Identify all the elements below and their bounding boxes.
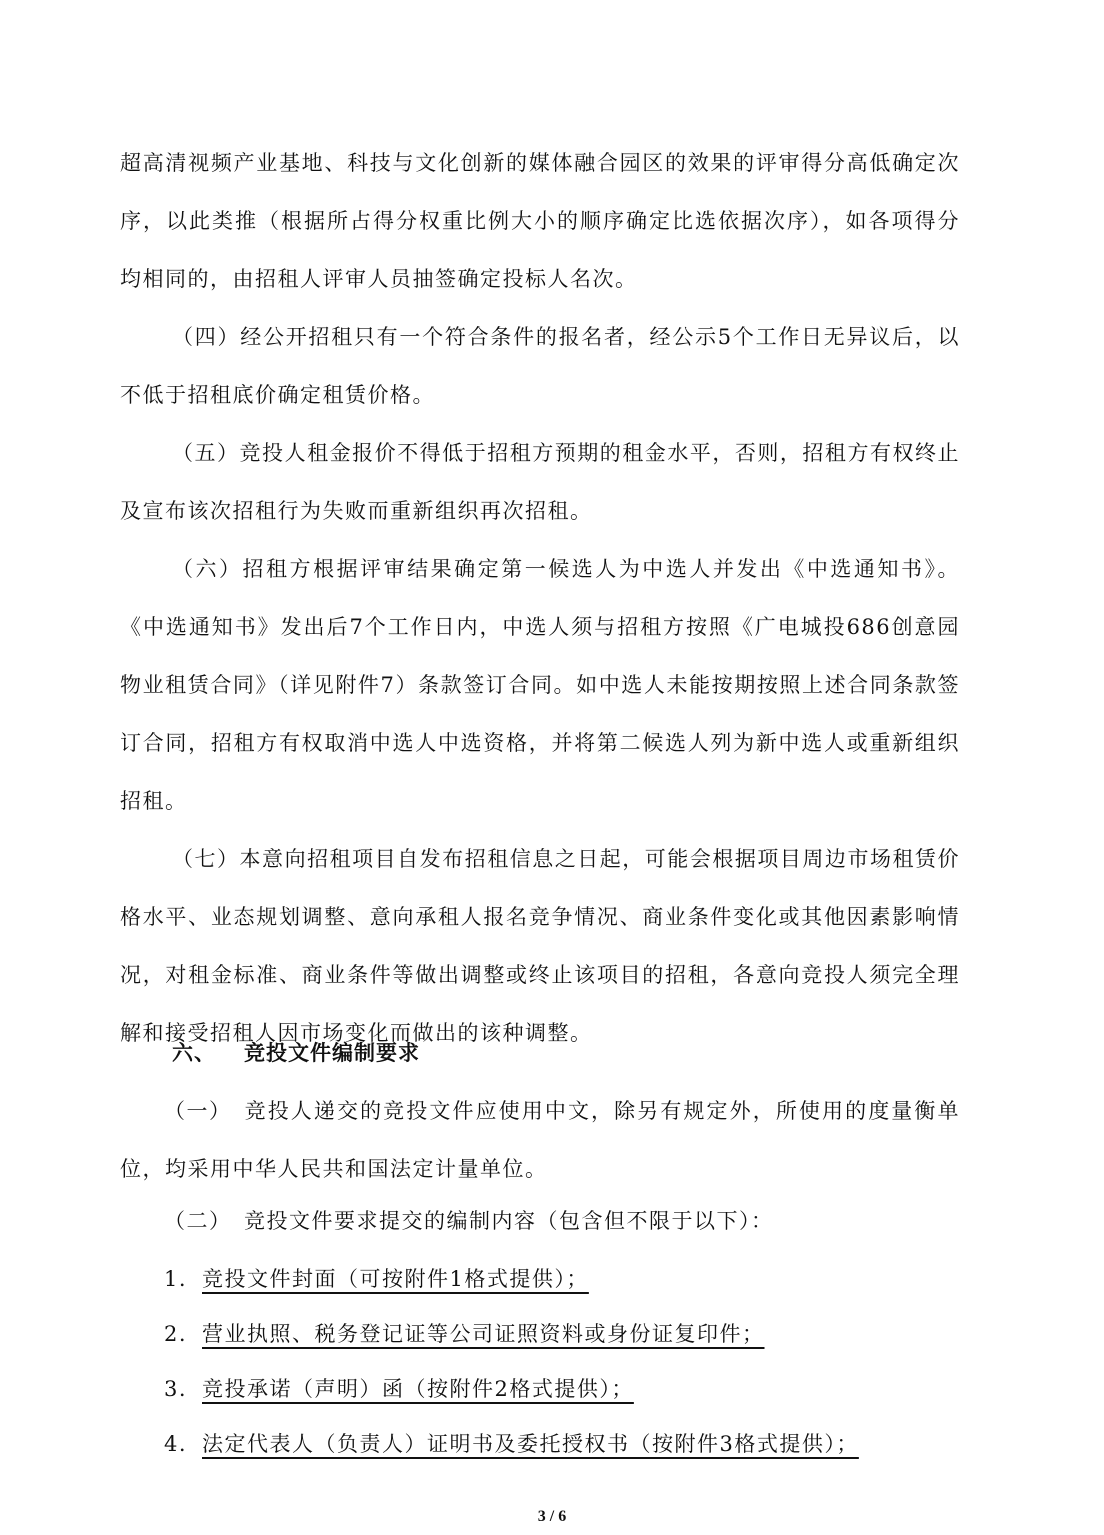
paragraph-item-5: （五）竞投人租金报价不得低于招租方预期的租金水平，否则，招租方有权终止及宣布该次招租行为失败而重新组织再次招租。 xyxy=(120,441,960,523)
list-item xyxy=(164,1250,954,1308)
subsection-1-number: （一） xyxy=(164,1099,232,1123)
list-item-number: 2. xyxy=(164,1322,188,1346)
paragraph-item-6: （六）招租方根据评审结果确定第一候选人为中选人并发出《中选通知书》。《中选通知书》发出后7个工作日内，中选人须与招租方按照《广电城投686创意园物业租赁合同》（详见附件7）条款签订合同。如中选人未能按期按照上述合同条款签订合同，招租方有权取消中选人中选资格，并将第二候选人列为新中选人或重新组织招租。 xyxy=(120,557,960,813)
paragraph-item-4: （四）经公开招租只有一个符合条件的报名者，经公示5个工作日无异议后，以不低于招租底价确定租赁价格。 xyxy=(120,325,960,407)
subsection-1-text: 竞投人递交的竞投文件应使用中文，除另有规定外，所使用的度量衡单位，均采用中华人民共和国法定计量单位。 xyxy=(120,1099,960,1181)
paragraph-scoring-order: 超高清视频产业基地、科技与文化创新的媒体融合园区的效果的评审得分高低确定次序，以此类推（根据所占得分权重比例大小的顺序确定比选依据次序），如各项得分均相同的，由招租人评审人员抽签确定投标人名次。 xyxy=(120,151,960,291)
list-item-text: 竞投文件封面（可按附件1格式提供）； xyxy=(202,1267,589,1291)
list-item-text: 营业执照、税务登记证等公司证照资料或身份证复印件； xyxy=(202,1322,765,1346)
list-item-text: 法定代表人（负责人）证明书及委托授权书（按附件3格式提供）； xyxy=(202,1432,859,1456)
list-item xyxy=(164,1415,954,1473)
page-number: 3 / 6 xyxy=(537,1508,567,1525)
list-item-number: 3. xyxy=(164,1377,188,1401)
section-title: 竞投文件编制要求 xyxy=(244,1041,420,1065)
subsection-2 xyxy=(120,1192,960,1250)
list-item-number: 1. xyxy=(164,1267,188,1291)
list-item-number: 4. xyxy=(164,1432,188,1456)
list-item xyxy=(164,1305,954,1363)
paragraph-item-7: （七）本意向招租项目自发布招租信息之日起，可能会根据项目周边市场租赁价格水平、业态规划调整、意向承租人报名竞争情况、商业条件变化或其他因素影响情况，对租金标准、商业条件等做出调整或终止该项目的招租，各意向竞投人须完全理解和接受招租人因市场变化而做出的该种调整。 xyxy=(120,847,960,1045)
list-item xyxy=(164,1360,954,1418)
list-item-text: 竞投承诺（声明）函（按附件2格式提供）； xyxy=(202,1377,634,1401)
subsection-2-number: （二） xyxy=(164,1209,232,1233)
subsection-1 xyxy=(120,1082,960,1198)
subsection-2-text: 竞投文件要求提交的编制内容（包含但不限于以下）： xyxy=(244,1209,774,1233)
section-number: 六、 xyxy=(172,1041,216,1065)
section-heading xyxy=(172,1024,872,1082)
